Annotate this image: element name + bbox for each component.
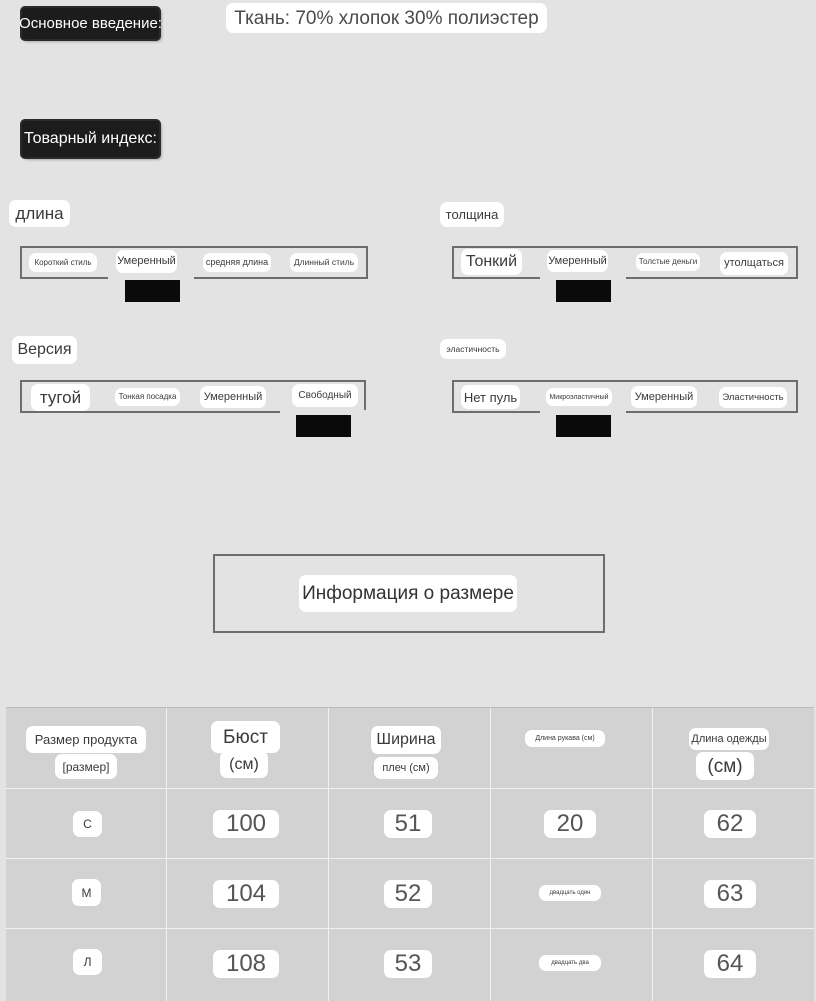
row3-bust: 108 — [213, 950, 279, 978]
elasticity-title: эластичность — [440, 339, 506, 359]
row1-sleeve: 20 — [544, 810, 596, 838]
fabric-composition: Ткань: 70% хлопок 30% полиэстер — [226, 3, 547, 33]
length-option-medium[interactable]: средняя длина — [203, 253, 271, 272]
row1-shoulder: 51 — [384, 810, 432, 838]
length-option-long[interactable]: Длинный стиль — [290, 253, 358, 272]
thickness-title: толщина — [440, 202, 504, 227]
size-table — [6, 707, 814, 1001]
row3-size: Л — [73, 949, 102, 975]
size-info-title: Информация о размере — [299, 575, 517, 612]
version-option-tight[interactable]: тугой — [31, 384, 90, 411]
length-title: длина — [9, 200, 70, 227]
row2-sleeve: двадцать один — [539, 885, 601, 901]
version-option-moderate[interactable]: Умеренный — [200, 386, 266, 408]
row1-size: С — [73, 811, 102, 837]
version-option-slim[interactable]: Тонкая посадка — [115, 388, 180, 406]
intro-label: Основное введение: — [22, 8, 159, 39]
elasticity-option-elastic[interactable]: Эластичность — [719, 387, 787, 408]
header-length-unit: (см) — [696, 752, 754, 780]
length-option-short[interactable]: Короткий стиль — [29, 253, 97, 272]
elasticity-option-none[interactable]: Нет пуль — [461, 385, 520, 409]
product-index-label: Товарный индекс: — [22, 121, 159, 157]
version-option-loose[interactable]: Свободный — [292, 384, 358, 407]
header-shoulder-label: Ширина — [371, 726, 441, 754]
elasticity-option-moderate[interactable]: Умеренный — [631, 386, 697, 408]
thickness-option-moderate[interactable]: Умеренный — [547, 250, 608, 272]
version-title: Версия — [12, 336, 77, 364]
elasticity-selected-marker — [556, 415, 611, 437]
header-shoulder-unit: плеч (см) — [374, 757, 438, 779]
length-option-moderate[interactable]: Умеренный — [116, 250, 177, 273]
header-bust-label: Бюст — [211, 721, 280, 753]
thickness-option-thin[interactable]: Тонкий — [461, 249, 522, 275]
thickness-option-thicken[interactable]: утолщаться — [720, 252, 788, 275]
thickness-option-thick[interactable]: Толстые деньги — [636, 253, 700, 271]
length-selected-marker — [125, 280, 180, 302]
row2-length: 63 — [704, 880, 756, 908]
header-sleeve-label: Длина рукава (см) — [525, 730, 605, 747]
row2-size: М — [72, 879, 101, 906]
row3-length: 64 — [704, 950, 756, 978]
header-bust-unit: (см) — [220, 751, 268, 778]
row2-bust: 104 — [213, 880, 279, 908]
header-size-unit: [размер] — [55, 754, 117, 779]
header-size-label: Размер продукта — [26, 726, 146, 753]
row3-shoulder: 53 — [384, 950, 432, 978]
row1-bust: 100 — [213, 810, 279, 838]
elasticity-option-micro[interactable]: Микроэластичный — [546, 388, 612, 406]
row1-length: 62 — [704, 810, 756, 838]
version-selected-marker — [296, 415, 351, 437]
row2-shoulder: 52 — [384, 880, 432, 908]
header-length-label: Длина одежды — [689, 728, 769, 750]
row3-sleeve: двадцать два — [539, 955, 601, 971]
thickness-selected-marker — [556, 280, 611, 302]
